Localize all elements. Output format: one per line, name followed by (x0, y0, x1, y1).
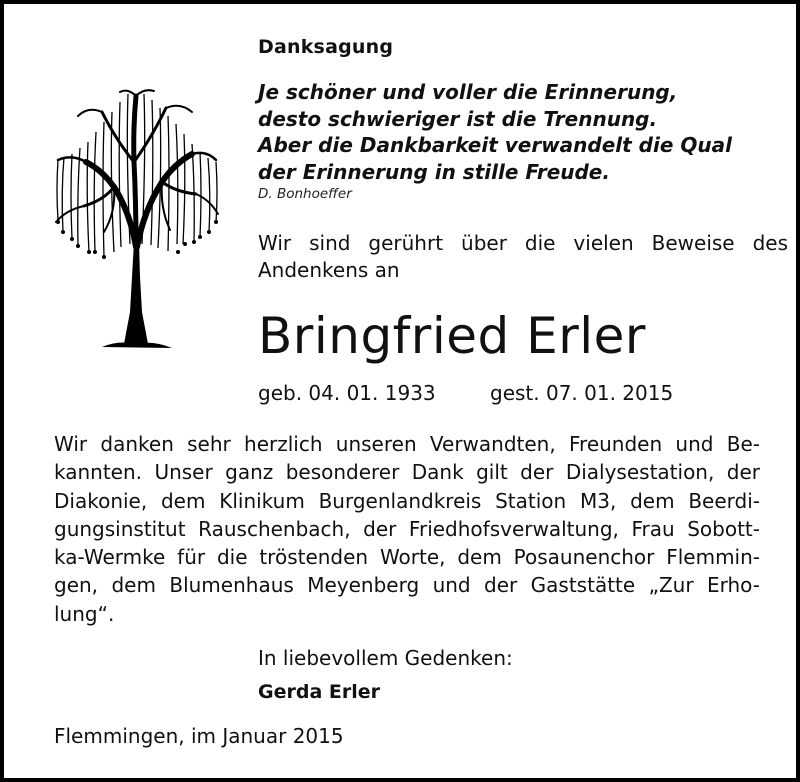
quote-author: D. Bonhoeffer (258, 186, 352, 202)
signer-name: Gerda Erler (258, 681, 381, 703)
birth-date: geb. 04. 01. 1933 (258, 381, 436, 405)
quote-block (258, 79, 778, 185)
notice-heading: Danksagung (258, 36, 394, 58)
quote-line: Je schöner und voller die Erinnerung, (258, 80, 678, 104)
closing-phrase: In liebevollem Gedenken: (258, 646, 513, 670)
death-date: gest. 07. 01. 2015 (490, 381, 674, 405)
quote-line: Aber die Dankbarkeit verwandelt die Qual (258, 133, 732, 157)
paragraph-line: gen, dem Blumenhaus Meyenberg und der Gaststätte „Zur Erho- (54, 573, 760, 598)
intro-text (258, 230, 788, 284)
deceased-name: Bringfried Erler (258, 307, 646, 365)
life-dates (258, 381, 673, 405)
paragraph-line: Wir danken sehr herzlich unseren Verwandten, Freunden und Be- (54, 432, 760, 456)
tree-icon (44, 82, 226, 352)
quote-line: desto schwieriger ist die Trennung. (258, 106, 658, 131)
paragraph-line: gungsinstitut Rauschenbach, der Friedhofsverwaltung, Frau Sobott- (54, 516, 760, 541)
place-date: Flemmingen, im Januar 2015 (54, 724, 344, 748)
paragraph-line: Diakonie, dem Klinikum Burgenlandkreis Station M3, dem Beerdi- (54, 488, 760, 513)
intro-line: Wir sind gerührt über die vielen Beweise des (258, 231, 788, 255)
paragraph-line: kannten. Unser ganz besonderer Dank gilt der Dialysestation, der (54, 460, 760, 485)
quote-line: der Erinnerung in stille Freude. (258, 159, 610, 184)
intro-line: Andenkens an (258, 258, 400, 282)
paragraph-line: lung“. (54, 601, 115, 626)
paragraph-line: ka-Wermke für die tröstenden Worte, dem Posaunenchor Flemmin- (54, 545, 760, 570)
thanks-paragraph (54, 430, 760, 628)
